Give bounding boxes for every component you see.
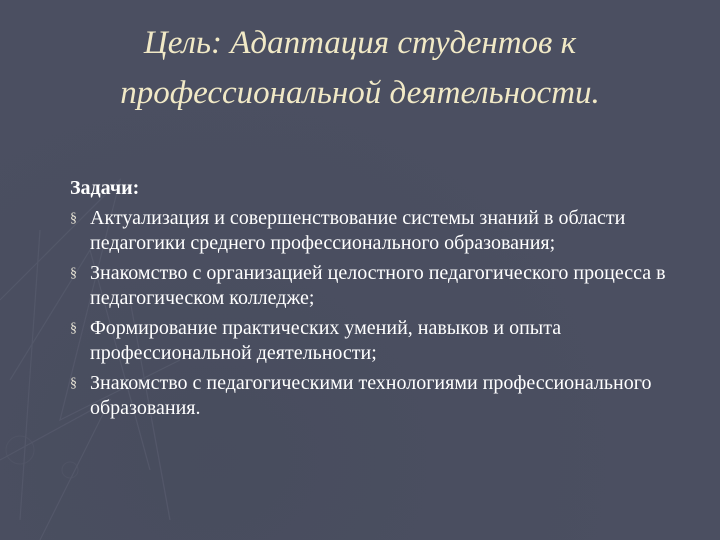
task-text: Формирование практических умений, навыков и опыта профессиональной деятельности; [90,317,562,364]
list-item [70,206,690,256]
bullet-icon: § [70,266,77,281]
list-item [70,261,690,311]
bullet-icon: § [70,376,77,391]
tasks-section [70,176,690,426]
list-item [70,316,690,366]
tasks-heading: Задачи: [70,177,140,199]
slide-title: Цель: Адаптация студентов к профессиональной деятельности. [120,25,600,111]
bullet-icon: § [70,321,77,336]
task-text: Актуализация и совершенствование системы знаний в области педагогики среднего профессионального образования; [90,207,626,254]
list-item [70,371,690,421]
tasks-list [70,206,690,421]
task-text: Знакомство с организацией целостного педагогического процесса в педагогическом колледже; [90,262,666,309]
bullet-icon: § [70,211,77,226]
task-text: Знакомство с педагогическими технологиями профессионального образования. [90,372,652,419]
